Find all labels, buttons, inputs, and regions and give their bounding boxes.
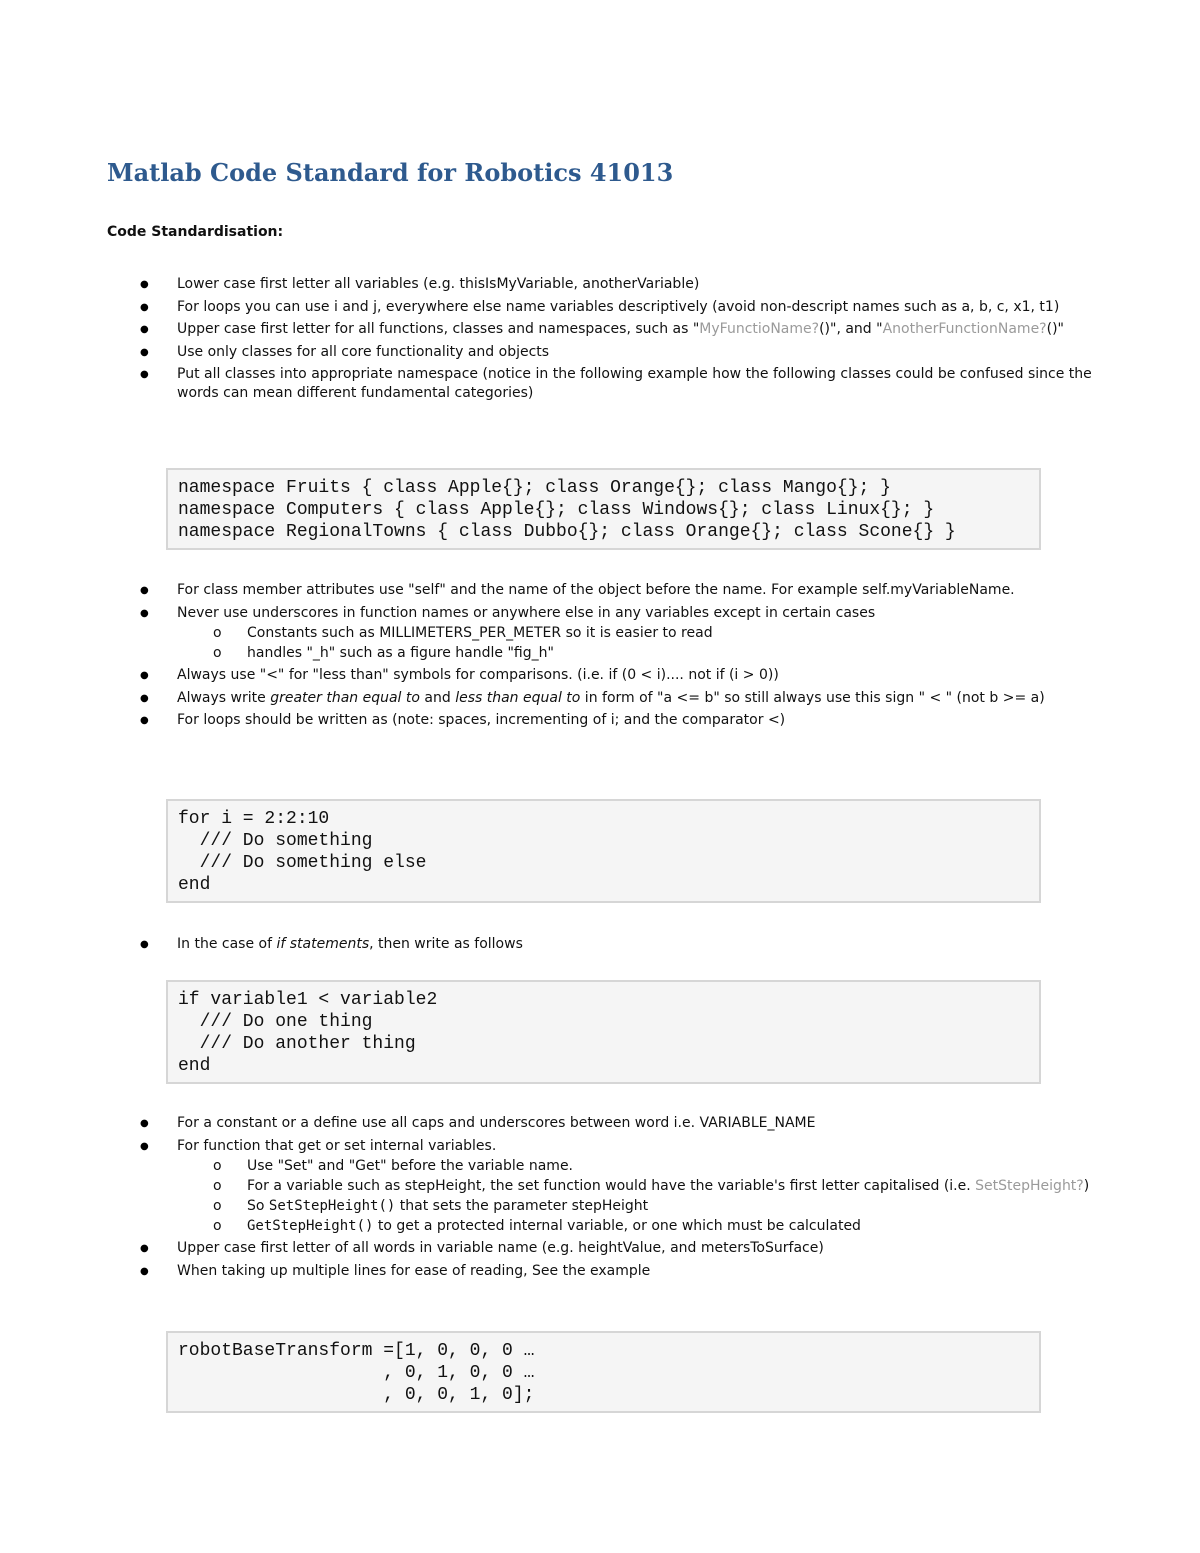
page-title: Matlab Code Standard for Robotics 41013 bbox=[107, 158, 674, 187]
code-line: , 0, 0, 1, 0]; bbox=[178, 1385, 535, 1405]
code-block-multiline bbox=[166, 1331, 1041, 1413]
bullet-list-1 bbox=[0, 275, 1200, 407]
code-line: , 0, 1, 0, 0 … bbox=[178, 1363, 535, 1383]
list-item: ● Never use underscores in function names or anywhere else in any variables except in certain cases o Constants such as MILLIMETERS_PER_METER so it is easier to read o handles "_h" such as a figure handle "fig_h" bbox=[0, 604, 1200, 663]
list-item: ● Always write greater than equal to and less than equal to in form of "a <= b" so still always use this sign " < " (not b >= a) bbox=[0, 689, 1200, 708]
code-line: end bbox=[178, 1056, 211, 1076]
code-line: for i = 2:2:10 bbox=[178, 809, 330, 829]
code-line: /// Do something bbox=[178, 831, 373, 851]
bullet-list-2 bbox=[0, 581, 1200, 734]
code-line: namespace Computers { class Apple{}; class Windows{}; class Linux{}; } bbox=[178, 500, 935, 520]
list-item: ● Lower case first letter all variables (e.g. thisIsMyVariable, anotherVariable) bbox=[0, 275, 1200, 294]
list-item: ● For loops you can use i and j, everywhere else name variables descriptively (avoid non-descript names such as a, b, c, x1, t1) bbox=[0, 298, 1200, 317]
sub-list-item: o GetStepHeight() to get a protected internal variable, or one which must be calculated bbox=[177, 1216, 1105, 1236]
code-line: end bbox=[178, 875, 211, 895]
sub-list-item: o For a variable such as stepHeight, the set function would have the variable's first letter capitalised (i.e. SetStepHeight?) bbox=[177, 1176, 1105, 1196]
list-item: ● Upper case first letter of all words in variable name (e.g. heightValue, and metersToSurface) bbox=[0, 1239, 1200, 1258]
list-item: ● When taking up multiple lines for ease of reading, See the example bbox=[0, 1262, 1200, 1281]
sub-list-item: o So SetStepHeight() that sets the parameter stepHeight bbox=[177, 1196, 1105, 1216]
bullet-list-3 bbox=[0, 935, 1200, 958]
list-item: ● For loops should be written as (note: spaces, incrementing of i; and the comparator <) bbox=[0, 711, 1200, 730]
code-line: /// Do another thing bbox=[178, 1034, 416, 1054]
list-item: ● Upper case first letter for all functions, classes and namespaces, such as "MyFunctioName?()", and "AnotherFunctionName?()" bbox=[0, 320, 1200, 339]
list-item: ● Put all classes into appropriate namespace (notice in the following example how the following classes could be confused since the words can mean different fundamental categories) bbox=[0, 365, 1200, 403]
list-item: ● For function that get or set internal variables. o Use "Set" and "Get" before the variable name. o For a variable such as stepHeight, the set function would have the variable's first letter capitalised (i.e. SetStepHeight?) o So SetStepHeight() that sets the parameter stepHeight o GetStepHeight() to get a protected internal variable, or one which must be calculated bbox=[0, 1137, 1200, 1236]
sub-list-item: o Use "Set" and "Get" before the variable name. bbox=[177, 1156, 1105, 1176]
list-item: ● In the case of if statements, then write as follows bbox=[0, 935, 1200, 954]
sub-list bbox=[177, 1156, 1105, 1236]
function-name-link[interactable]: MyFunctioName? bbox=[699, 321, 820, 337]
sub-list-item: o Constants such as MILLIMETERS_PER_METER so it is easier to read bbox=[177, 623, 1105, 643]
code-line: namespace RegionalTowns { class Dubbo{}; class Orange{}; class Scone{} } bbox=[178, 522, 956, 542]
code-block-for-loop bbox=[166, 799, 1041, 903]
section-heading: Code Standardisation: bbox=[107, 224, 284, 240]
list-item: ● Use only classes for all core functionality and objects bbox=[0, 343, 1200, 362]
code-line: if variable1 < variable2 bbox=[178, 990, 438, 1010]
code-line: /// Do one thing bbox=[178, 1012, 373, 1032]
sub-list-item: o handles "_h" such as a figure handle "fig_h" bbox=[177, 643, 1105, 663]
bullet-list-4 bbox=[0, 1114, 1200, 1284]
code-block-namespaces bbox=[166, 468, 1041, 550]
list-item: ● For a constant or a define use all caps and underscores between word i.e. VARIABLE_NAME bbox=[0, 1114, 1200, 1133]
code-line: /// Do something else bbox=[178, 853, 427, 873]
code-block-if-statement bbox=[166, 980, 1041, 1084]
function-name-link[interactable]: AnotherFunctionName? bbox=[882, 321, 1047, 337]
list-item: ● For class member attributes use "self" and the name of the object before the name. For example self.myVariableName. bbox=[0, 581, 1200, 600]
list-item: ● Always use "<" for "less than" symbols for comparisons. (i.e. if (0 < i).... not if (i > 0)) bbox=[0, 666, 1200, 685]
sub-list bbox=[177, 623, 1105, 663]
code-line: robotBaseTransform =[1, 0, 0, 0 … bbox=[178, 1341, 535, 1361]
code-line: namespace Fruits { class Apple{}; class Orange{}; class Mango{}; } bbox=[178, 478, 891, 498]
function-name-link[interactable]: SetStepHeight? bbox=[975, 1177, 1084, 1194]
